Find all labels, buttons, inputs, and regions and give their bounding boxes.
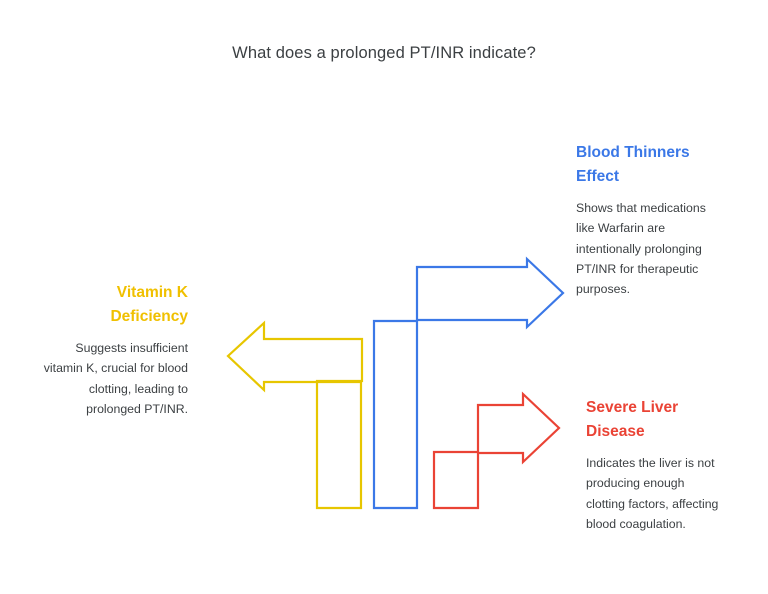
- block-body-blood-thinners: Shows that medications like Warfarin are intentionally prolonging PT/INR for therapeutic purposes.: [576, 201, 706, 297]
- yellow-left-arrow-icon: [228, 323, 362, 508]
- block-body-vitamin-k: Suggests insufficient vitamin K, crucial for blood clotting, leading to prolonged PT/INR.: [43, 341, 188, 416]
- block-heading-severe-liver-disease: Severe Liver Disease: [586, 399, 679, 441]
- block-heading-blood-thinners: Blood Thinners Effect: [576, 144, 690, 186]
- red-right-arrow-icon: [434, 394, 559, 508]
- block-heading-vitamin-k: Vitamin K Deficiency: [110, 284, 188, 326]
- block-vitamin-k-deficiency: [36, 281, 188, 419]
- page-title: What does a prolonged PT/INR indicate?: [232, 44, 536, 62]
- block-body-severe-liver-disease: Indicates the liver is not producing enough clotting factors, affecting blood coagulation.: [586, 456, 719, 531]
- block-severe-liver-disease: [586, 396, 726, 534]
- blue-up-right-arrow-icon: [374, 259, 563, 508]
- block-blood-thinners-effect: [576, 141, 722, 299]
